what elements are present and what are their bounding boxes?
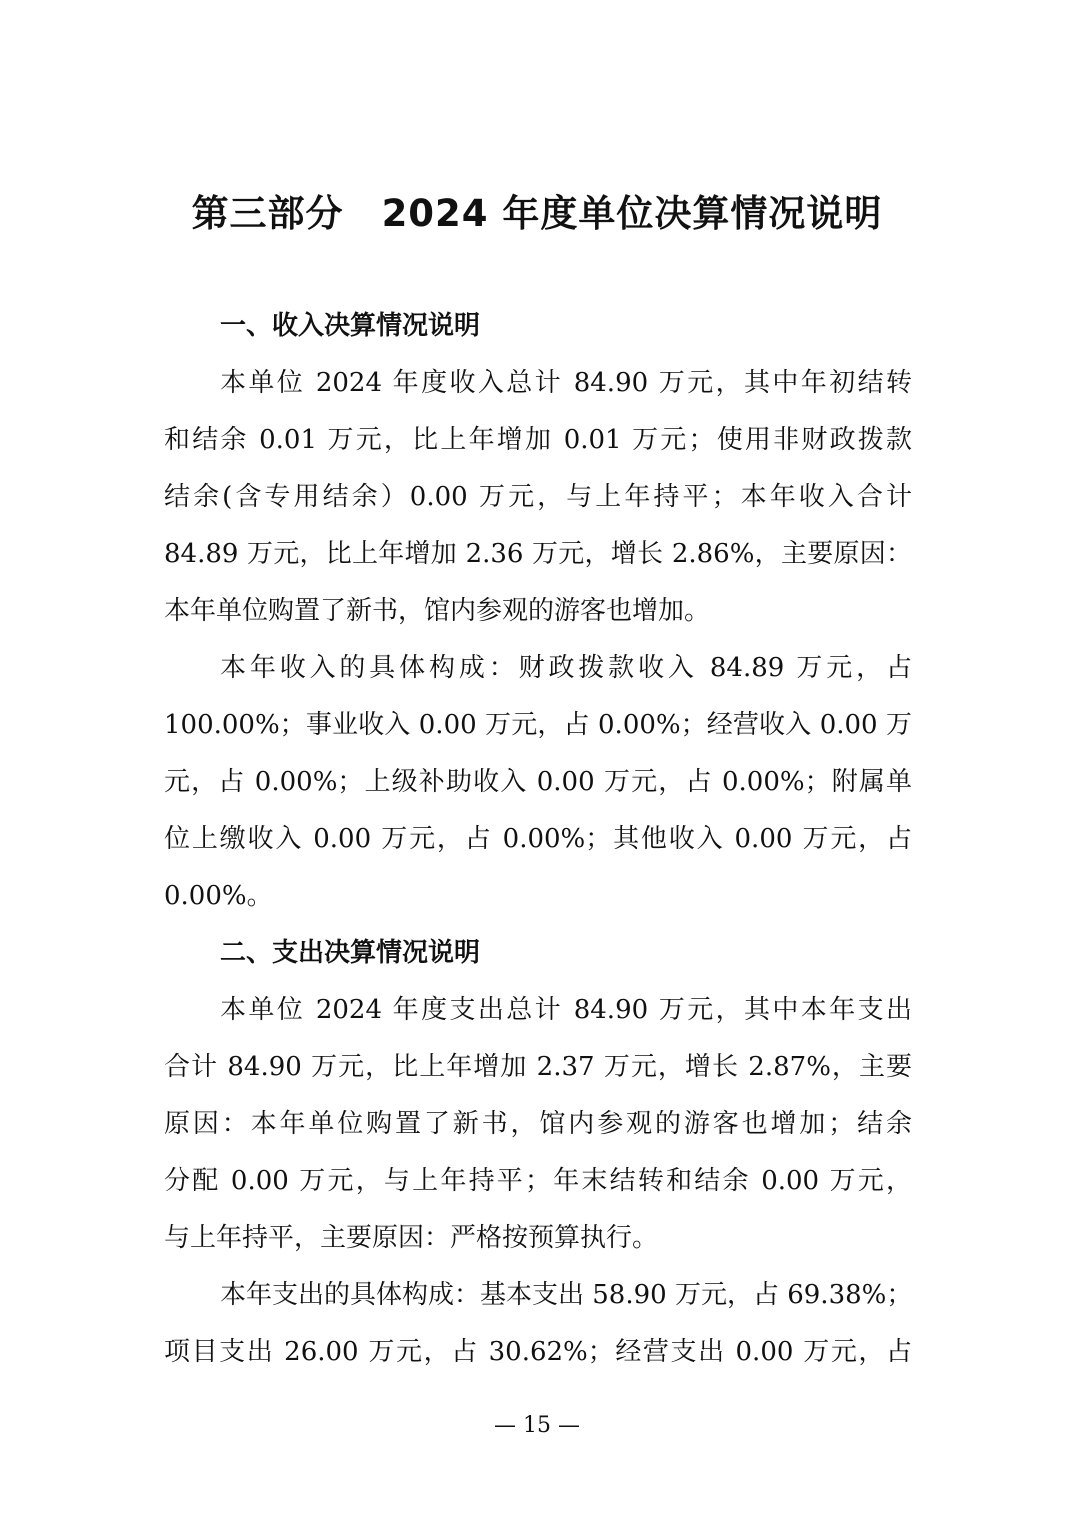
paragraph-line: 合计 84.90 万元，比上年增加 2.37 万元，增长 2.87%，主要 — [164, 1052, 912, 1082]
document-body — [164, 298, 912, 1381]
title-text: 2024 年度单位决算情况说明 — [381, 192, 883, 235]
paragraph-line: 100.00%；事业收入 0.00 万元，占 0.00%；经营收入 0.00 万 — [164, 710, 912, 740]
paragraph-line: 0.00%。 — [164, 881, 273, 911]
paragraph-line: 本年支出的具体构成：基本支出 58.90 万元，占 69.38%； — [220, 1280, 913, 1310]
section-heading-expenditure: 二、支出决算情况说明 — [220, 938, 481, 968]
income-composition-paragraph — [164, 640, 912, 925]
paragraph-line: 和结余 0.01 万元，比上年增加 0.01 万元；使用非财政拨款 — [164, 425, 912, 455]
title-part-label: 第三部分 — [191, 192, 344, 235]
expenditure-total-paragraph — [164, 982, 912, 1267]
page-number: — 15 — — [494, 1413, 580, 1438]
page-title — [0, 186, 1074, 242]
paragraph-line: 原因：本年单位购置了新书，馆内参观的游客也增加；结余 — [164, 1109, 912, 1139]
paragraph-line: 与上年持平，主要原因：严格按预算执行。 — [164, 1223, 659, 1253]
paragraph-line: 结余(含专用结余）0.00 万元，与上年持平；本年收入合计 — [164, 482, 912, 512]
paragraph-line: 本单位 2024 年度收入总计 84.90 万元，其中年初结转 — [220, 368, 912, 398]
paragraph-line: 84.89 万元，比上年增加 2.36 万元，增长 2.86%，主要原因： — [164, 539, 912, 569]
expenditure-composition-paragraph — [164, 1267, 912, 1381]
income-total-paragraph — [164, 355, 912, 640]
paragraph-line: 本单位 2024 年度支出总计 84.90 万元，其中本年支出 — [220, 995, 912, 1025]
paragraph-line: 项目支出 26.00 万元，占 30.62%；经营支出 0.00 万元，占 — [164, 1337, 912, 1367]
paragraph-line: 位上缴收入 0.00 万元，占 0.00%；其他收入 0.00 万元，占 — [164, 824, 912, 854]
paragraph-line: 本年收入的具体构成：财政拨款收入 84.89 万元，占 — [220, 653, 912, 683]
paragraph-line: 本年单位购置了新书，馆内参观的游客也增加。 — [164, 596, 711, 626]
section-heading-income: 一、收入决算情况说明 — [220, 311, 481, 341]
paragraph-line: 元，占 0.00%；上级补助收入 0.00 万元，占 0.00%；附属单 — [164, 767, 912, 797]
paragraph-line: 分配 0.00 万元，与上年持平；年末结转和结余 0.00 万元， — [164, 1166, 912, 1196]
